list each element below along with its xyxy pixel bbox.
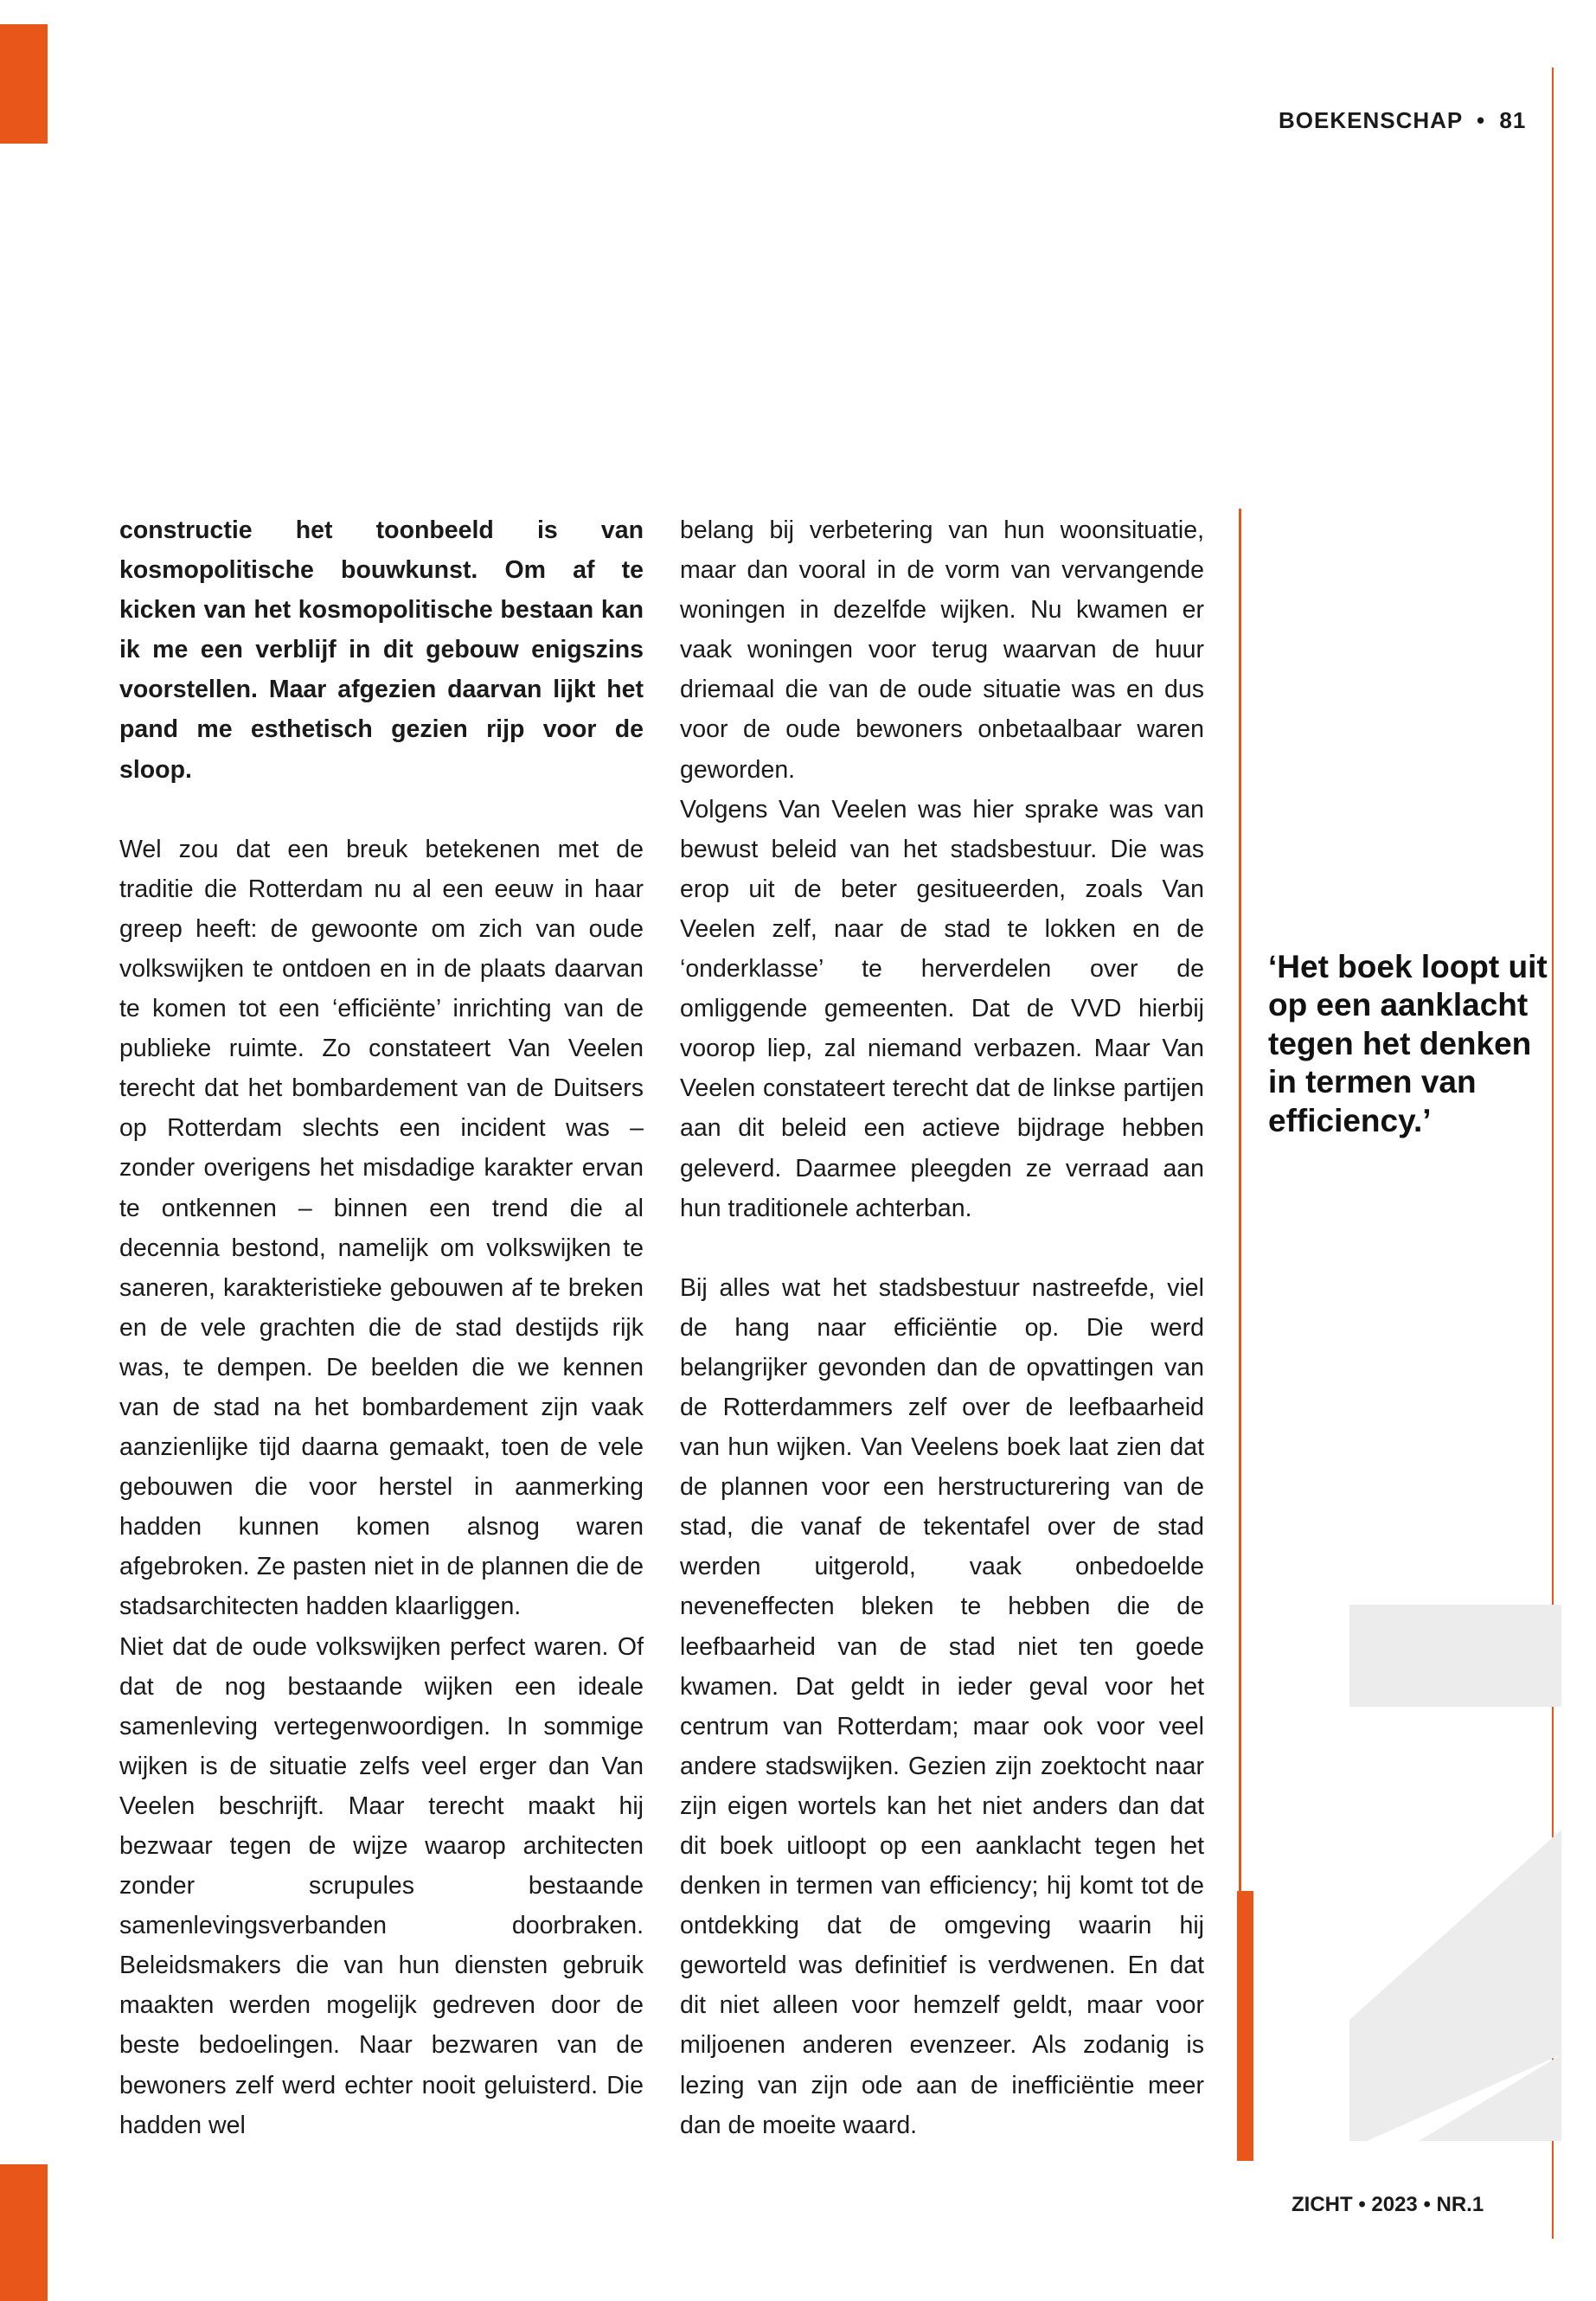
article-column-middle — [680, 510, 1204, 2145]
left-paragraph-1: constructie het toonbeeld is van kosmopolitische bouwkunst. Om af te kicken van het kosmopolitische bestaan kan ik me een verblijf in dit gebouw enigszins voorstellen. Maar afgezien daarvan lijkt het pand me esthetisch gezien rijp voor de sloop. — [119, 516, 644, 784]
middle-paragraph-3: Bij alles wat het stadsbestuur nastreefde, viel de hang naar efficiëntie op. Die werd belangrijker gevonden dan de opvattingen van de Rotterdammers zelf over de leefbaarheid van hun wijken. Van Veelens boek laat zien dat de plannen voor een herstructurering van de stad, die vanaf de tekentafel over de stad werden uitgerold, vaak onbedoelde neveneffecten bleken te hebben die de leefbaarheid van de stad niet ten goede kwamen. Dat geldt in ieder geval voor het centrum van Rotterdam; maar ook voor veel andere stadswijken. Gezien zijn zoektocht naar zijn eigen wortels kan het niet anders dan dat dit boek uitloopt op een aanklacht tegen het denken in termen van efficiency; hij komt tot de ontdekking dat de omgeving waarin hij geworteld was definitief is verdwenen. En dat dit niet alleen voor hemzelf geldt, maar voor miljoenen anderen evenzeer. Als zodanig is lezing van zijn ode aan de inefficiëntie meer dan de moeite waard. — [680, 1273, 1204, 2139]
running-footer: ZICHT • 2023 • NR.1 — [1292, 2193, 1484, 2216]
middle-paragraph-1: belang bij verbetering van hun woonsituatie, maar dan vooral in de vorm van vervangende woningen in dezelfde wijken. Nu kwamen er vaak woningen voor terug waarvan de huur driemaal die van de oude situatie was en dus voor de oude bewoners onbetaalbaar waren geworden. — [680, 516, 1204, 784]
pull-quote-rule — [1239, 509, 1241, 1893]
running-header — [1279, 107, 1526, 134]
pull-quote-rule-thick — [1237, 1891, 1253, 2161]
page-number: 81 — [1499, 107, 1527, 133]
header-separator: • — [1477, 107, 1486, 133]
article-column-left — [119, 510, 644, 2145]
left-paragraph-2: Wel zou dat een breuk betekenen met de traditie die Rotterdam nu al een eeuw in haar greep heeft: de gewoonte om zich van oude volkswijken te ontdoen en in de plaats daarvan te komen tot een ‘efficiënte’ inrichting van de publieke ruimte. Zo constateert Van Veelen terecht dat het bombardement van de Duitsers op Rotterdam slechts een incident was – zonder overigens het misdadige karakter ervan te ontkennen – binnen een trend die al decennia bestond, namelijk om volkswijken te saneren, karakteristieke gebouwen af te breken en de vele grachten die de stad destijds rijk was, te dempen. De beelden die we kennen van de stad na het bombardement zijn vaak aanzienlijke tijd daarna gemaakt, toen de vele gebouwen die voor herstel in aanmerking hadden kunnen komen alsnog waren afgebroken. Ze pasten niet in de plannen die de stadsarchitecten hadden klaarliggen. — [119, 835, 644, 1621]
pull-quote: ‘Het boek loopt uit op een aanklacht tegen het denken in termen van efficiency.’ — [1268, 949, 1548, 1138]
bottom-left-accent-bar — [0, 2164, 48, 2301]
top-left-accent-bar — [0, 24, 48, 144]
section-title: BOEKENSCHAP — [1279, 107, 1463, 133]
paragraph-gap — [119, 790, 644, 830]
watermark-seven-graphic — [1349, 1605, 1561, 2141]
left-paragraph-3: Niet dat de oude volkswijken perfect waren. Of dat de nog bestaande wijken een ideale samenleving vertegenwoordigen. In sommige wijken is de situatie zelfs veel erger dan Van Veelen beschrijft. Maar terecht maakt hij bezwaar tegen de wijze waarop architecten zonder scrupules bestaande samenlevingsverbanden doorbraken. Beleidsmakers die van hun diensten gebruik maakten werden mogelijk gedreven door de beste bedoelingen. Naar bezwaren van de bewoners zelf werd echter nooit geluisterd. Die hadden wel — [119, 1632, 644, 2139]
middle-paragraph-2: Volgens Van Veelen was hier sprake was van bewust beleid van het stadsbestuur. Die was erop uit de beter gesitueerden, zoals Van Veelen zelf, naar de stad te lokken en de ‘onderklasse’ te herverdelen over de omliggende gemeenten. Dat de VVD hierbij voorop liep, zal niemand verbazen. Maar Van Veelen constateert terecht dat de linkse partijen aan dit beleid een actieve bijdrage hebben geleverd. Daarmee pleegden ze verraad aan hun traditionele achterban. — [680, 795, 1204, 1222]
paragraph-gap — [680, 1228, 1204, 1268]
